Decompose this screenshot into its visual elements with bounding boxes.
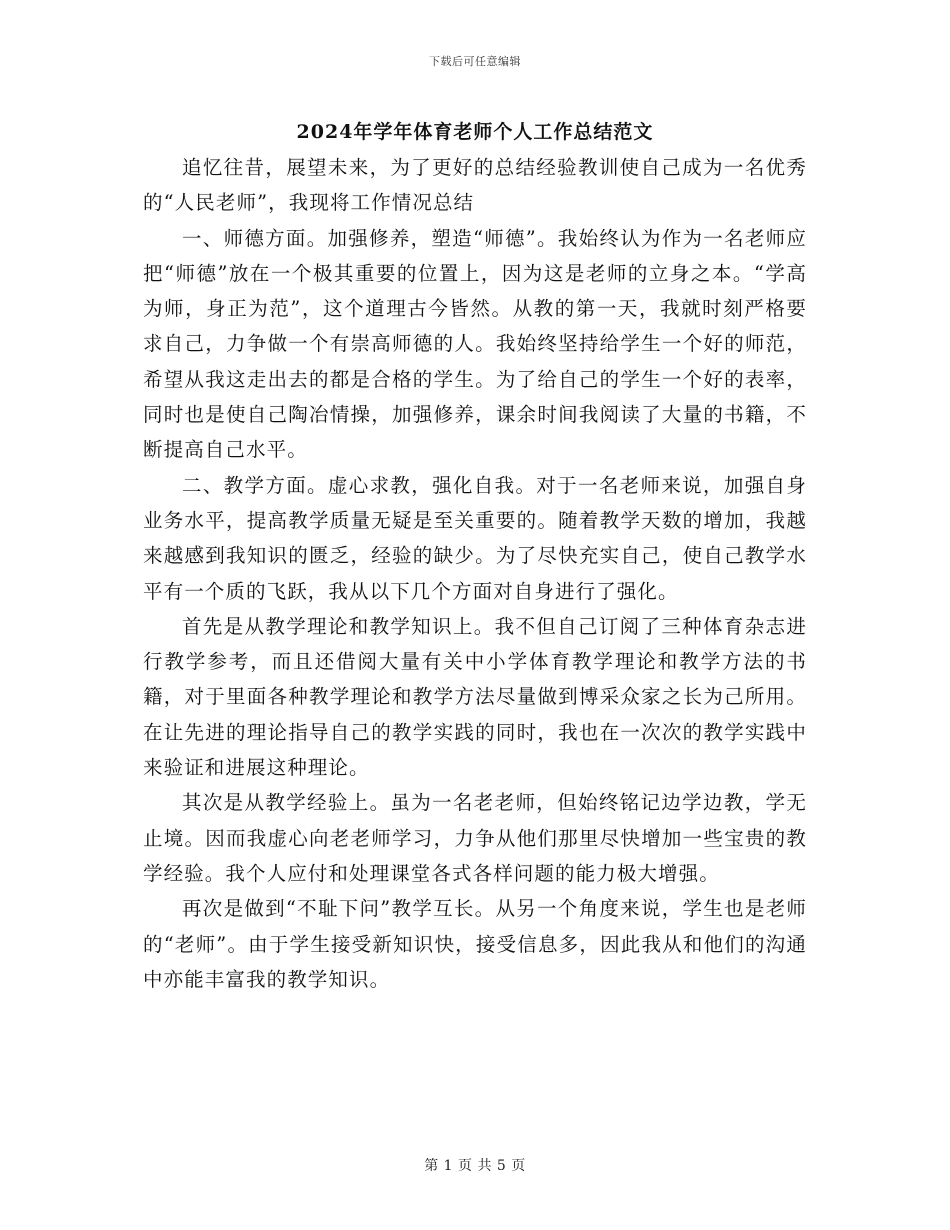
page-number: 第 1 页 共 5 页 [424,1158,526,1174]
document-title: 2024年学年体育老师个人工作总结范文 [296,121,654,143]
document-body [143,150,807,997]
paragraph-ethics: 一、师德方面。加强修养，塑造“师德”。我始终认为作为一名老师应把“师德”放在一个极其重要的位置上，因为这是老师的立身之本。“学高为师，身正为范”，这个道理古今皆然。从教的第一天，我就时刻严格要求自己，力争做一个有崇高师德的人。我始终坚持给学生一个好的师范，希望从我这走出去的都是合格的学生。为了给自己的学生一个好的表率，同时也是使自己陶冶情操，加强修养，课余时间我阅读了大量的书籍，不断提高自己水平。 [143,226,807,462]
paragraph-theory: 首先是从教学理论和教学知识上。我不但自己订阅了三种体育杂志进行教学参考，而且还借阅大量有关中小学体育教学理论和教学方法的书籍，对于里面各种教学理论和教学方法尽量做到博采众家之长为己所用。在让先进的理论指导自己的教学实践的同时，我也在一次次的教学实践中来验证和进展这种理论。 [143,614,807,780]
paragraph-mutual-learning: 再次是做到“不耻下问”教学互长。从另一个角度来说，学生也是老师的“老师”。由于学生接受新知识快，接受信息多，因此我从和他们的沟通中亦能丰富我的教学知识。 [143,897,807,991]
paragraph-intro: 追忆往昔，展望未来，为了更好的总结经验教训使自己成为一名优秀的“人民老师”，我现将工作情况总结 [143,156,807,215]
paragraph-experience: 其次是从教学经验上。虽为一名老老师，但始终铭记边学边教，学无止境。因而我虚心向老老师学习，力争从他们那里尽快增加一些宝贵的教学经验。我个人应付和处理课堂各式各样问题的能力极大增强。 [143,791,807,885]
header-note: 下载后可任意编辑 [429,55,521,68]
paragraph-teaching: 二、教学方面。虚心求教，强化自我。对于一名老师来说，加强自身业务水平，提高教学质量无疑是至关重要的。随着教学天数的增加，我越来越感到我知识的匮乏，经验的缺少。为了尽快充实自己，使自己教学水平有一个质的飞跃，我从以下几个方面对自身进行了强化。 [143,473,807,603]
